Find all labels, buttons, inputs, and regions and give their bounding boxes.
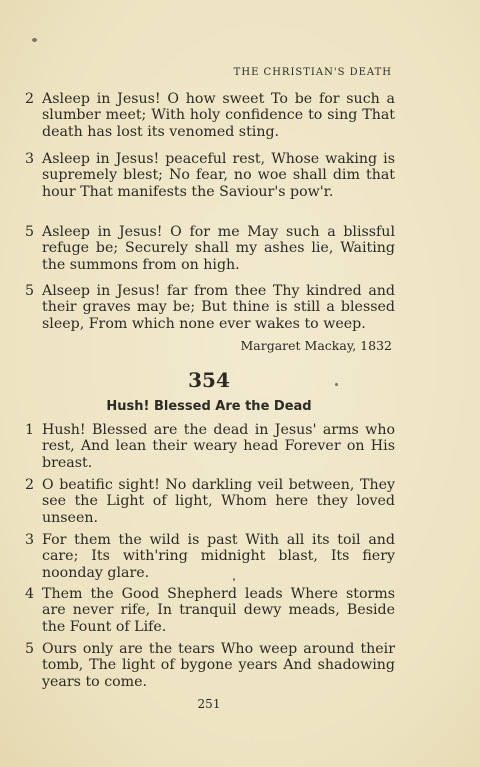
stanza-number: 5 bbox=[25, 641, 35, 657]
stanza-text: For them the wild is past With all its toil and care; Its with'ring midnight blast, Its fiery noonday glare. bbox=[42, 532, 395, 581]
stanza-text: Asleep in Jesus! O how sweet To be for such a slumber meet; With holy confidence to sing That death has lost its venomed sting. bbox=[42, 91, 395, 140]
hymn-stanza-5 bbox=[25, 641, 395, 690]
stanza-text: Them the Good Shepherd leads Where storms are never rife, In tranquil dewy meads, Beside the Fount of Life. bbox=[42, 586, 395, 635]
stanza-number: 4 bbox=[25, 586, 35, 602]
stanza-text: Asleep in Jesus! O for me May such a blissful refuge be; Securely shall my ashes lie, Waiting the summons from on high. bbox=[42, 224, 395, 273]
hymn-stanza-3 bbox=[25, 532, 395, 581]
stanza-prev-2 bbox=[25, 151, 395, 200]
ink-speck bbox=[32, 38, 37, 42]
hymn-stanza-2 bbox=[25, 477, 395, 526]
stanza-prev-4 bbox=[25, 283, 395, 332]
author-attribution: Margaret Mackay, 1832 bbox=[240, 338, 392, 353]
stanza-text: O beatific sight! No darkling veil between, They see the Light of light, Whom here they loved unseen. bbox=[42, 477, 395, 526]
stanza-number: 2 bbox=[25, 91, 35, 107]
stanza-number: 5 bbox=[25, 283, 35, 299]
stanza-text: Hush! Blessed are the dead in Jesus' arms who rest, And lean their weary head Forever on His breast. bbox=[42, 422, 395, 471]
stanza-number: 3 bbox=[25, 532, 35, 548]
hymn-stanza-1 bbox=[25, 422, 395, 471]
stanza-text: Alseep in Jesus! far from thee Thy kindred and their graves may be; But thine is still a blessed sleep, From which none ever wakes to weep. bbox=[42, 283, 395, 332]
stanza-number: 5 bbox=[25, 224, 35, 240]
stanza-prev-3 bbox=[25, 224, 395, 273]
stanza-number: 3 bbox=[25, 151, 35, 167]
stanza-text: Ours only are the tears Who weep around their tomb, The light of bygone years And shadowing years to come. bbox=[42, 641, 395, 690]
stanza-prev-1 bbox=[25, 91, 395, 140]
hymn-stanza-4 bbox=[25, 586, 395, 635]
stanza-number: 2 bbox=[25, 477, 35, 493]
running-head: THE CHRISTIAN'S DEATH bbox=[233, 67, 392, 78]
hymn-title: Hush! Blessed Are the Dead bbox=[106, 399, 312, 414]
stanza-number: 1 bbox=[25, 422, 35, 438]
hymn-number: 354 bbox=[188, 368, 230, 392]
page-number: 251 bbox=[197, 697, 221, 711]
stanza-text: Asleep in Jesus! peaceful rest, Whose waking is supremely blest; No fear, no woe shall dim that hour That manifests the Saviour's pow'r. bbox=[42, 151, 395, 200]
